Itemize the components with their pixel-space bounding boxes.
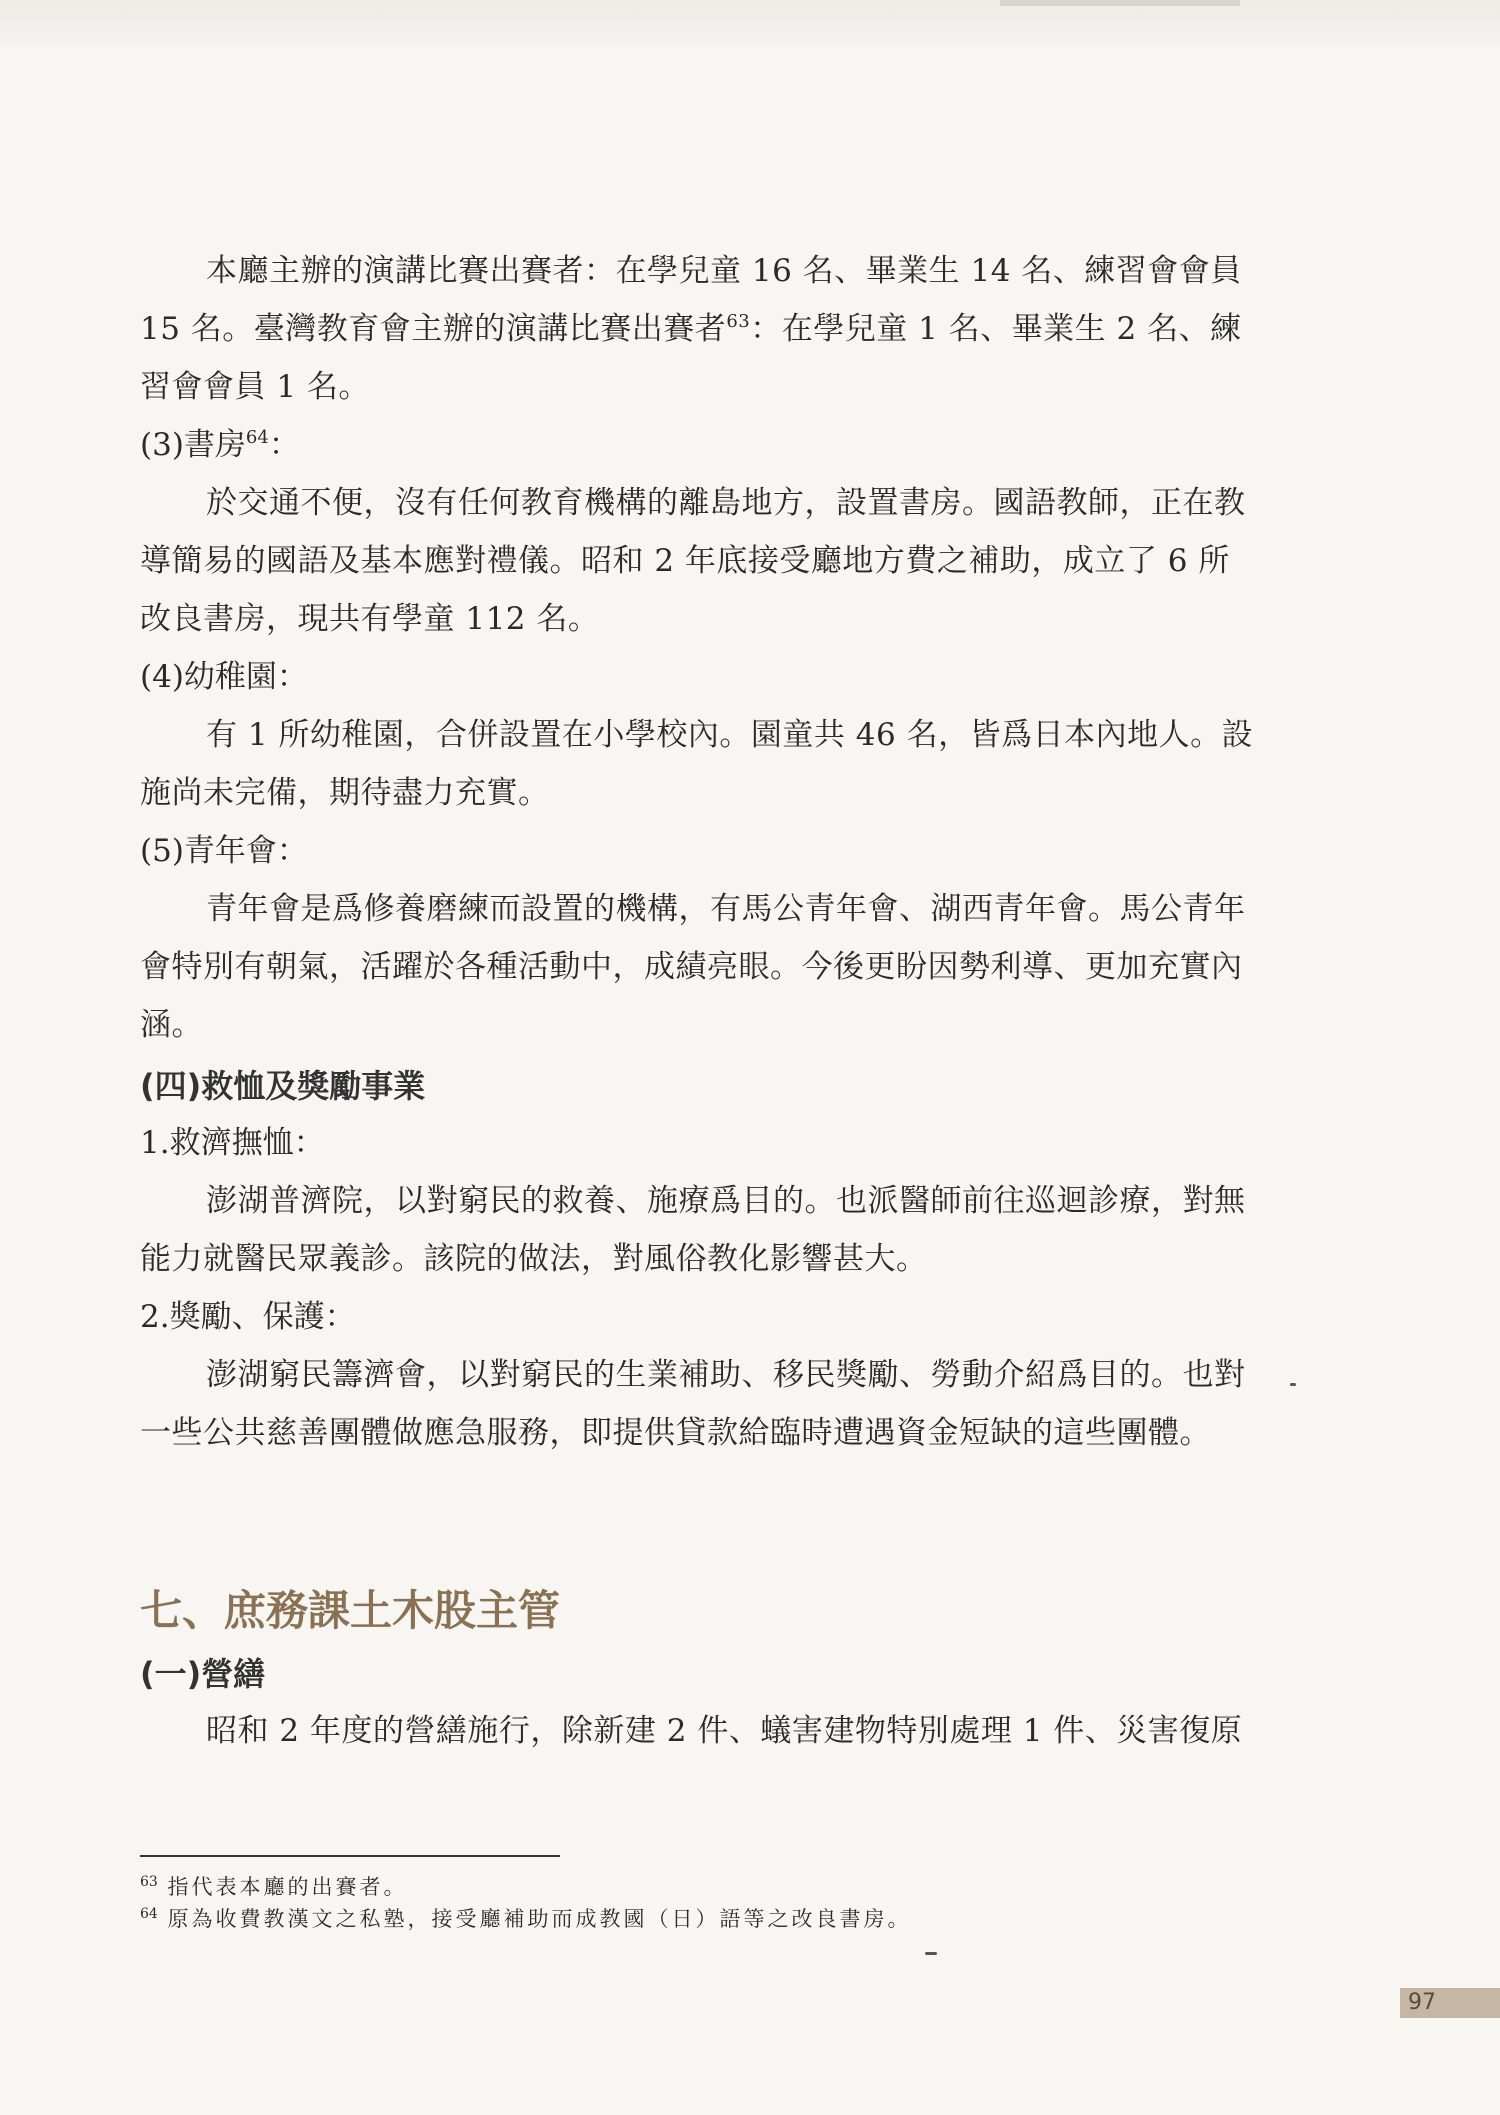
section-heading-civil-works: 七、庶務課土木股主管 [140,1586,561,1635]
footnote-mark: 64 [140,1906,158,1922]
scan-speck [925,1952,937,1955]
page-number-tab [1400,1988,1500,2018]
paragraph-study-house: 於交通不便，沒有任何教育機構的離島地方，設置書房。國語教師，正在教導簡易的國語及基本應對禮儀。昭和 2 年底接受廳地方費之補助，成立了 6 所改良書房，現共有學童 112 名。 [140,485,1246,637]
top-margin-band [0,0,1500,46]
footnote-divider [140,1855,560,1857]
scan-speck [1290,1383,1296,1386]
paragraph-encouragement: 澎湖窮民籌濟會，以對窮民的生業補助、移民獎勵、勞動介紹爲目的。也對一些公共慈善團體做應急服務，即提供貸款給臨時遭遇資金短缺的這些團體。 [140,1357,1246,1451]
footnotes [140,1855,1240,1935]
paragraph-youth-association: 青年會是爲修養磨練而設置的機構，有馬公青年會、湖西青年會。馬公青年會特別有朝氣，活躍於各種活動中，成績亮眼。今後更盼因勢利導、更加充實內涵。 [140,891,1246,1043]
paragraph-construction: 昭和 2 年度的營繕施行，除新建 2 件、蟻害建物特別處理 1 件、災害復原 [206,1713,1243,1749]
footnote-63 [140,1871,1240,1903]
sub-heading-relief: 1.救濟撫恤： [140,1125,325,1161]
footnote-64 [140,1903,1240,1935]
item-colon: ： [268,427,300,463]
footnote-mark: 63 [140,1874,158,1890]
footnote-ref-64[interactable]: 64 [245,427,269,448]
paragraph-speech-contest [140,242,1260,416]
item-label: (3)書房 [140,427,246,463]
heading-construction: (一)營繕 [140,1655,266,1693]
paragraph-kindergarten: 有 1 所幼稚園，合併設置在小學校內。園童共 46 名，皆爲日本內地人。設施尚未完備，期待盡力充實。 [140,717,1254,811]
footnote-ref-63[interactable]: 63 [726,311,751,332]
page-number: 97 [1408,1990,1436,2015]
page-body [140,242,1260,1760]
paragraph-relief: 澎湖普濟院，以對窮民的救養、施療爲目的。也派醫師前往巡迴診療，對無能力就醫民眾義診。該院的做法，對風俗教化影響甚大。 [140,1183,1246,1277]
item-heading-kindergarten: (4)幼稚園： [140,659,308,695]
top-scan-mark [1000,0,1240,6]
footnote-text: 原為收費教漢文之私塾，接受廳補助而成教國（日）語等之改良書房。 [157,1907,912,1931]
footnote-text: 指代表本廳的出賽者。 [157,1875,408,1899]
item-heading-youth-association: (5)青年會： [140,833,308,869]
item-heading-study-house [140,416,1260,474]
sub-heading-encouragement: 2.獎勵、保護： [140,1299,356,1335]
heading-relief-and-encouragement: (四)救恤及獎勵事業 [140,1067,426,1105]
paragraph-text-cont: ：在學兒童 1 名、畢業生 2 名、練習會會員 1 名。 [140,311,1242,405]
paragraph-text: 本廳主辦的演講比賽出賽者：在學兒童 16 名、畢業生 14 名、練習會會員 15 名。臺灣教育會主辦的演講比賽出賽者 [140,253,1242,347]
